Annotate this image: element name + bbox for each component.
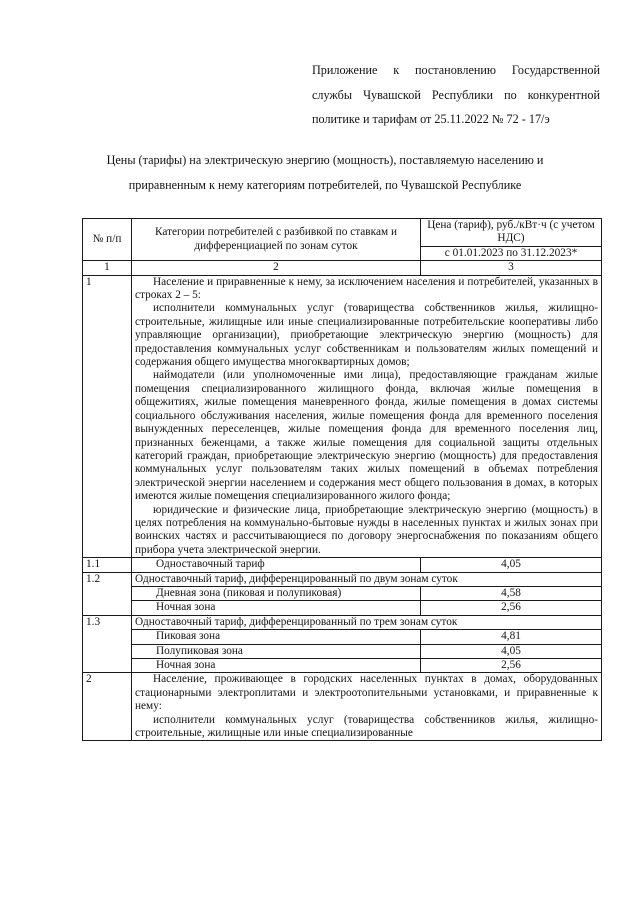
table-row — [83, 572, 602, 586]
appendix-line: службы Чувашской Республики по конкурентной — [312, 87, 600, 102]
table-row — [83, 630, 602, 644]
zone-label: Полупиковая зона — [132, 644, 421, 658]
description-paragraph: Население и приравненные к нему, за исключением населения и потребителей, указанных в строках 2 – 5: — [135, 275, 598, 302]
row-number: 1 — [83, 275, 132, 558]
appendix-line: Приложение к постановлению Государственной — [312, 63, 600, 77]
document-title — [30, 148, 620, 197]
title-line: Цены (тарифы) на электрическую энергию (мощность), поставляемую населению и — [106, 153, 544, 167]
appendix-header — [312, 58, 600, 132]
zone-label: Дневная зона (пиковая и полупиковая) — [132, 586, 421, 600]
row-number: 1.1 — [83, 558, 132, 572]
table-row — [83, 586, 602, 600]
tariff-label: Одноставочный тариф — [132, 558, 421, 572]
row-description — [132, 673, 602, 741]
header-category: Категории потребителей с разбивкой по ставкам и дифференциацией по зонам суток — [132, 219, 421, 261]
row-description — [132, 275, 602, 558]
zone-value: 4,81 — [421, 630, 602, 644]
tariff-label: Одноставочный тариф, дифференцированный по двум зонам суток — [132, 572, 602, 586]
zone-label: Ночная зона — [132, 601, 421, 615]
table-row — [83, 644, 602, 658]
table-header-row — [83, 219, 602, 247]
column-number: 2 — [132, 261, 421, 275]
zone-value: 2,56 — [421, 601, 602, 615]
appendix-line: политике и тарифам от 25.11.2022 № 72 - 17/э — [312, 112, 550, 126]
table-row — [83, 615, 602, 629]
zone-value: 4,05 — [421, 644, 602, 658]
header-period: с 01.01.2023 по 31.12.2023* — [421, 246, 602, 260]
header-number: № п/п — [83, 219, 132, 261]
row-number: 1.3 — [83, 615, 132, 673]
header-price: Цена (тариф), руб./кВт·ч (с учетом НДС) — [421, 219, 602, 247]
description-paragraph: наймодатели (или уполномоченные ими лица), предоставляющие гражданам жилые помещения специализированного жилищного фонда, включая жилые помещения в общежитиях, жилые помещения маневренного фонда, жилые помещения в домах системы социального обслуживания населения, жилые помещения фонда для временного поселения вынужденных переселенцев, жилые помещения фонда для временного поселения лиц, признанных беженцами, а также жилые помещения для социальной защиты отдельных категорий граждан, приобретающие электрическую энергию (мощность) для предоставления коммунальных услуг пользователям таких жилых помещений в объемах потребления электрической энергии населением и содержания мест общего пользования в домах, в которых имеются жилые помещения специализированного жилого фонда; — [135, 369, 598, 503]
column-number: 3 — [421, 261, 602, 275]
tariff-table — [82, 218, 602, 741]
description-paragraph: юридические и физические лица, приобретающие электрическую энергию (мощность) в целях потребления на коммунально-бытовые нужды в населенных пунктах и жилых зонах при воинских частях и рассчитывающиеся по договору энергоснабжения по показаниям общего прибора учета электрической энергии. — [135, 503, 598, 556]
row-number: 1.2 — [83, 572, 132, 615]
table-row — [83, 601, 602, 615]
tariff-value: 4,05 — [421, 558, 602, 572]
table-row — [83, 275, 602, 558]
row-number: 2 — [83, 673, 132, 741]
column-number-row — [83, 261, 602, 275]
table-row — [83, 659, 602, 673]
zone-value: 4,58 — [421, 586, 602, 600]
zone-label: Ночная зона — [132, 659, 421, 673]
tariff-label: Одноставочный тариф, дифференцированный по трем зонам суток — [132, 615, 602, 629]
zone-value: 2,56 — [421, 659, 602, 673]
zone-label: Пиковая зона — [132, 630, 421, 644]
table-row — [83, 673, 602, 741]
description-paragraph: исполнители коммунальных услуг (товарищества собственников жилья, жилищно-строительные, жилищные или иные специализированные — [135, 713, 598, 740]
table-row — [83, 558, 602, 572]
column-number: 1 — [83, 261, 132, 275]
title-line: приравненным к нему категориям потребителей, по Чувашской Республике — [128, 177, 522, 192]
description-paragraph: Население, проживающее в городских населенных пунктах в домах, оборудованных стационарными электроплитами и электроотопительными установками, и приравненные к нему: — [135, 673, 598, 713]
description-paragraph: исполнители коммунальных услуг (товарищества собственников жилья, жилищно-строительные, жилищные или иные специализированные потребительские кооперативы либо управляющие организации), приобретающие электрическую энергию (мощность) для предоставления коммунальных услуг собственникам и пользователям жилых помещений и содержания общего имущества многоквартирных домов; — [135, 302, 598, 369]
